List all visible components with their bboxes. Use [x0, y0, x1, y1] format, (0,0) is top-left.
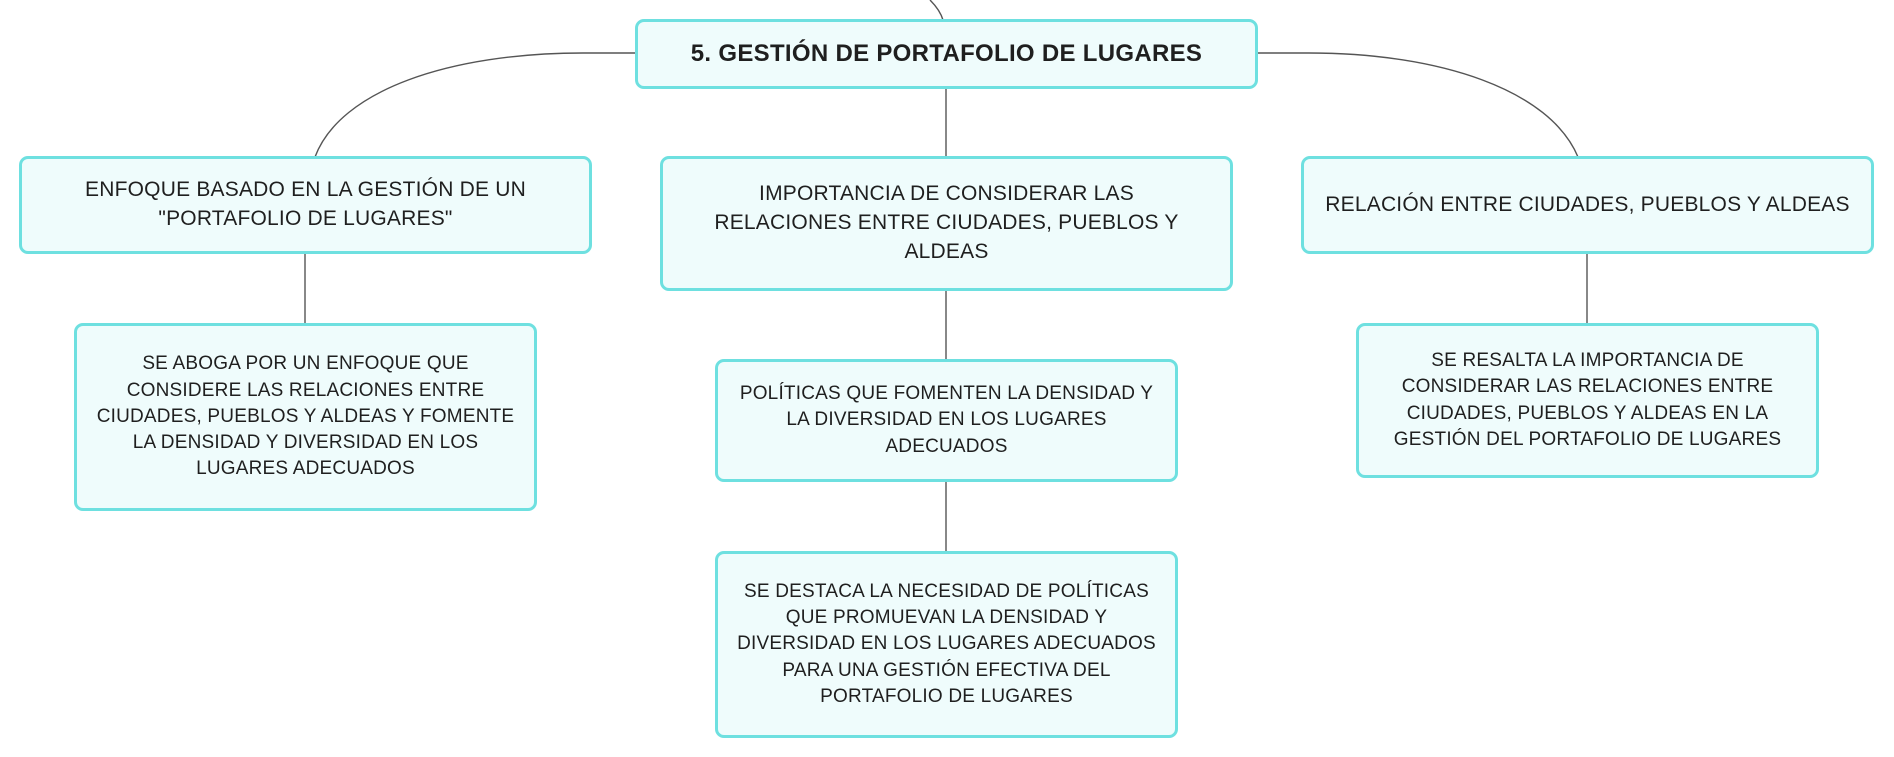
connector-parent-to-root — [930, 0, 943, 20]
branch-node-portfolio-approach-label: ENFOQUE BASADO EN LA GESTIÓN DE UN "PORTAFOLIO DE LUGARES" — [85, 178, 526, 230]
child-node-highlight-importance[interactable] — [1356, 323, 1819, 478]
grandchild-node-policy-necessity-label: SE DESTACA LA NECESIDAD DE POLÍTICAS QUE PROMUEVAN LA DENSIDAD Y DIVERSIDAD EN LOS LUGARES ADECUADOS PARA UNA GESTIÓN EFECTIVA DEL PORTAFOLIO DE LUGARES — [737, 580, 1156, 707]
branch-node-cities-towns-villages-label: RELACIÓN ENTRE CIUDADES, PUEBLOS Y ALDEAS — [1325, 192, 1850, 216]
branch-node-relations-importance-label: IMPORTANCIA DE CONSIDERAR LAS RELACIONES ENTRE CIUDADES, PUEBLOS Y ALDEAS — [714, 182, 1179, 263]
branch-node-portfolio-approach[interactable] — [19, 156, 592, 254]
child-node-highlight-importance-label: SE RESALTA LA IMPORTANCIA DE CONSIDERAR LAS RELACIONES ENTRE CIUDADES, PUEBLOS Y ALDEAS EN LA GESTIÓN DEL PORTAFOLIO DE LUGARES — [1393, 350, 1782, 450]
branch-node-relations-importance[interactable] — [660, 156, 1233, 291]
grandchild-node-policy-necessity[interactable] — [715, 551, 1178, 738]
branch-node-cities-towns-villages[interactable] — [1301, 156, 1874, 254]
child-node-advocate-approach-label: SE ABOGA POR UN ENFOQUE QUE CONSIDERE LAS RELACIONES ENTRE CIUDADES, PUEBLOS Y ALDEAS Y FOMENTE LA DENSIDAD Y DIVERSIDAD EN LOS LUGARES ADECUADOS — [96, 353, 515, 480]
connector-root-to-branch-right — [1256, 53, 1578, 157]
root-node-label: 5. GESTIÓN DE PORTAFOLIO DE LUGARES — [690, 40, 1203, 68]
child-node-density-policies-label: POLÍTICAS QUE FOMENTEN LA DENSIDAD Y LA DIVERSIDAD EN LOS LUGARES ADECUADOS — [739, 383, 1154, 457]
connector-root-to-branch-left — [315, 53, 636, 157]
root-node[interactable] — [635, 19, 1258, 89]
child-node-advocate-approach[interactable] — [74, 323, 537, 511]
child-node-density-policies[interactable] — [715, 359, 1178, 482]
